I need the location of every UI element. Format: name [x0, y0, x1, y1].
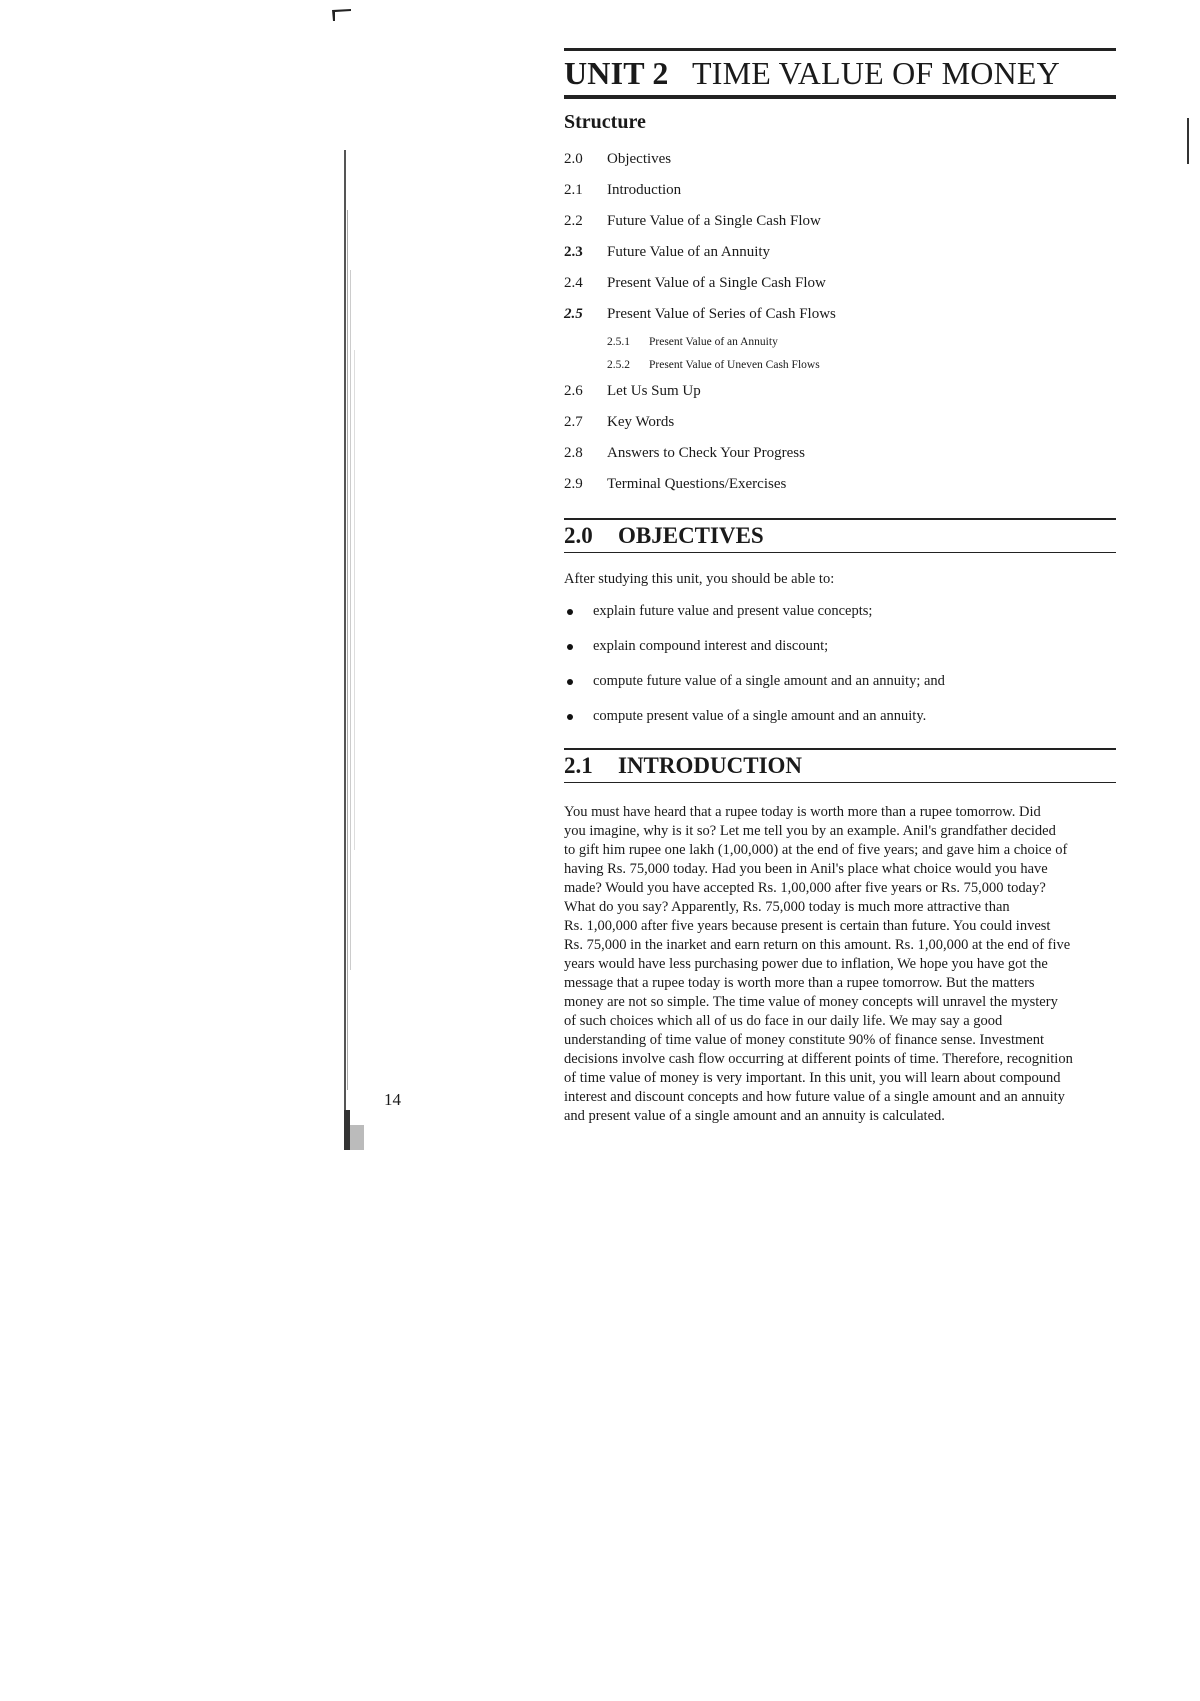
toc-label: Objectives: [607, 151, 672, 167]
toc-item: [564, 299, 1116, 330]
list-item: [564, 629, 1116, 664]
toc-item: [564, 206, 1116, 237]
table-of-contents: [564, 144, 1116, 500]
toc-number: 2.5: [564, 306, 583, 322]
paragraph-line: having Rs. 75,000 today. Had you been in Anil's place what choice would you have: [564, 861, 1048, 877]
list-item-text: explain compound interest and discount;: [593, 638, 829, 654]
paragraph-line: you imagine, why is it so? Let me tell you by an example. Anil's grandfather decided: [564, 823, 1056, 839]
unit-number: UNIT 2: [564, 55, 669, 91]
toc-label: Present Value of Series of Cash Flows: [607, 306, 836, 322]
toc-item: [564, 376, 1116, 407]
paragraph-line: interest and discount concepts and how future value of a single amount and an annuity: [564, 1089, 1065, 1105]
toc-number: 2.4: [564, 275, 583, 291]
toc-label: Let Us Sum Up: [607, 383, 701, 399]
toc-item: [564, 175, 1116, 206]
toc-label: Future Value of an Annuity: [607, 244, 771, 260]
paragraph-line: of time value of money is very important. In this unit, you will learn about compound: [564, 1070, 1061, 1086]
toc-label: Future Value of a Single Cash Flow: [607, 213, 821, 229]
section-number: 2.1: [564, 753, 593, 778]
binding-edge-shadow: [344, 150, 376, 1150]
toc-number: 2.0: [564, 151, 583, 167]
toc-label: Present Value of a Single Cash Flow: [607, 275, 826, 291]
toc-label: Present Value of Uneven Cash Flows: [649, 358, 820, 371]
toc-number: 2.9: [564, 476, 583, 492]
paragraph-line: of such choices which all of us do face in our daily life. We may say a good: [564, 1013, 1003, 1029]
paragraph-line: What do you say? Apparently, Rs. 75,000 today is much more attractive than: [564, 899, 1010, 915]
objectives-intro: After studying this unit, you should be able to:: [564, 571, 835, 587]
paragraph-line: You must have heard that a rupee today is worth more than a rupee tomorrow. Did: [564, 804, 1041, 820]
toc-number: 2.5.2: [607, 358, 630, 371]
corner-crop-mark: [331, 8, 353, 22]
section-title: INTRODUCTION: [618, 753, 803, 778]
bullet-icon: [567, 679, 573, 685]
structure-heading: Structure: [564, 111, 646, 133]
toc-number: 2.1: [564, 182, 583, 198]
toc-number: 2.7: [564, 414, 583, 430]
toc-number: 2.5.1: [607, 335, 630, 348]
list-item: [564, 664, 1116, 699]
toc-number: 2.6: [564, 383, 583, 399]
toc-label: Introduction: [607, 182, 682, 198]
toc-item: [564, 268, 1116, 299]
paragraph-line: decisions involve cash flow occurring at different points of time. Therefore, recognition: [564, 1051, 1073, 1067]
introduction-heading: [564, 748, 1116, 783]
list-item-text: explain future value and present value concepts;: [593, 603, 873, 619]
unit-title: [564, 48, 1116, 99]
toc-label: Key Words: [607, 414, 675, 430]
toc-number: 2.2: [564, 213, 583, 229]
paragraph-line: understanding of time value of money constitute 90% of finance sense. Investment: [564, 1032, 1044, 1048]
toc-item: [564, 469, 1116, 500]
list-item: [564, 594, 1116, 629]
paragraph-line: made? Would you have accepted Rs. 1,00,000 after five years or Rs. 75,000 today?: [564, 880, 1046, 896]
toc-label: Answers to Check Your Progress: [607, 445, 805, 461]
paragraph-line: to gift him rupee one lakh (1,00,000) at the end of five years; and gave him a choice of: [564, 842, 1068, 858]
page-content: [564, 48, 1116, 1126]
toc-item: [564, 144, 1116, 175]
bullet-icon: [567, 644, 573, 650]
objectives-heading: [564, 518, 1116, 553]
list-item: [564, 699, 1116, 734]
toc-item: [564, 407, 1116, 438]
paragraph-line: Rs. 1,00,000 after five years because present is certain than future. You could invest: [564, 918, 1051, 934]
toc-item: [564, 237, 1116, 268]
section-number: 2.0: [564, 523, 593, 548]
list-item-text: compute future value of a single amount and an annuity; and: [593, 673, 945, 689]
toc-label: Present Value of an Annuity: [649, 335, 778, 348]
toc-item: [564, 438, 1116, 469]
paragraph-line: message that a rupee today is worth more than a rupee tomorrow. But the matters: [564, 975, 1035, 991]
paragraph-line: years would have less purchasing power due to inflation, We hope you have got the: [564, 956, 1048, 972]
introduction-paragraph: [564, 803, 1116, 1126]
objectives-list: [564, 594, 1116, 734]
toc-subitem: [564, 353, 1116, 376]
unit-title-text: TIME VALUE OF MONEY: [692, 55, 1060, 91]
toc-label: Terminal Questions/Exercises: [607, 476, 787, 492]
page-number: 14: [384, 1090, 401, 1109]
bullet-icon: [567, 609, 573, 615]
paragraph-line: Rs. 75,000 in the inarket and earn return on this amount. Rs. 1,00,000 at the end of five: [564, 937, 1071, 953]
paragraph-line: money are not so simple. The time value of money concepts will unravel the mystery: [564, 994, 1058, 1010]
paragraph-line: and present value of a single amount and an annuity is calculated.: [564, 1108, 945, 1124]
toc-number: 2.3: [564, 244, 583, 260]
bullet-icon: [567, 714, 573, 720]
toc-number: 2.8: [564, 445, 583, 461]
section-title: OBJECTIVES: [618, 523, 764, 548]
margin-mark: [1187, 118, 1189, 164]
toc-subitem: [564, 330, 1116, 353]
list-item-text: compute present value of a single amount and an annuity.: [593, 708, 927, 724]
